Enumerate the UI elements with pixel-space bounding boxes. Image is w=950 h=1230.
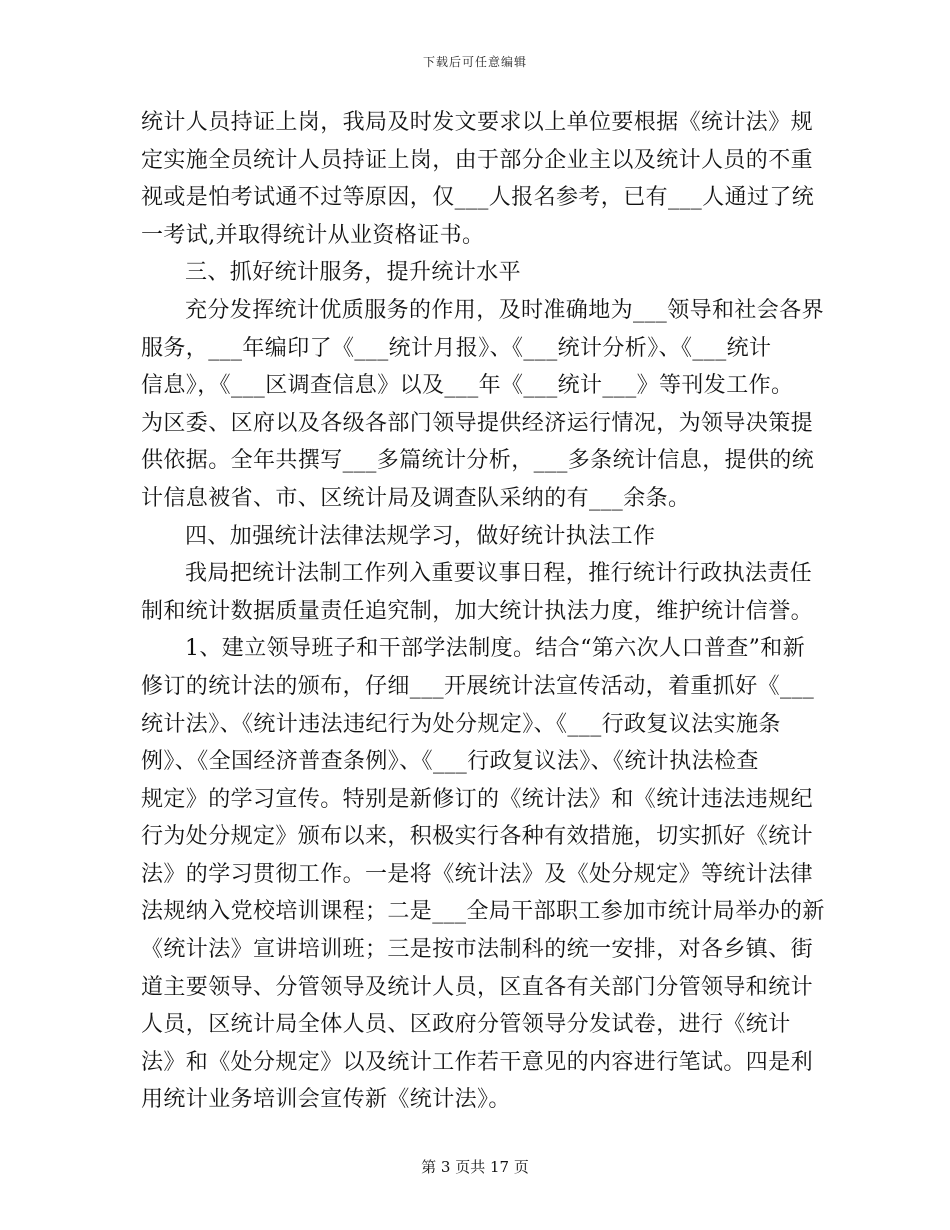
- section-heading: 三、抓好统计服务，提升统计水平: [185, 260, 522, 286]
- paragraph-start: 充分发挥统计优质服务的作用，及时准确地为___领导和社会各界: [185, 297, 825, 323]
- body-line: 为区委、区府以及各级各部门领导提供经济运行情况，为领导决策提: [141, 410, 814, 436]
- paragraph-start: 1、建立领导班子和干部学法制度。结合“第六次人口普查”和新: [185, 636, 806, 662]
- body-line: 定实施全员统计人员持证上岗，由于部分企业主以及统计人员的不重: [141, 147, 814, 173]
- body-line: 法》和《处分规定》以及统计工作若干意见的内容进行笔试。四是利: [141, 1049, 814, 1075]
- body-line: 信息》，《___区调查信息》以及___年《___统计___》等刊发工作。: [141, 373, 794, 399]
- body-line: 修订的统计法的颁布，仔细___开展统计法宣传活动，着重抓好《___: [141, 673, 815, 699]
- body-line: 用统计业务培训会宣传新《统计法》。: [141, 1087, 511, 1113]
- body-line: 视或是怕考试通不过等原因，仅___人报名参考，已有___人通过了统: [141, 185, 815, 211]
- page-number: 第 3 页共 17 页: [421, 1158, 529, 1176]
- page-header: 下载后可任意编辑: [422, 55, 527, 69]
- body-line: 人员，区统计局全体人员、区政府分管领导分发试卷，进行《统计: [141, 1012, 791, 1038]
- body-line: 行为处分规定》颁布以来，积极实行各种有效措施，切实抓好《统计: [141, 824, 814, 850]
- body-line: 统计人员持证上岗，我局及时发文要求以上单位要根据《统计法》规: [141, 110, 814, 135]
- body-line: 例》、《全国经济普查条例》、《___行政复议法》、《统计执法检查: [141, 749, 759, 775]
- body-line: 《统计法》宣讲培训班；三是按市法制科的统一安排，对各乡镇、街: [141, 937, 814, 963]
- document-body: [141, 104, 825, 1119]
- body-line: 法规纳入党校培训课程；二是___全局干部职工参加市统计局举办的新: [141, 899, 825, 925]
- body-line: 法》的学习贯彻工作。一是将《统计法》及《处分规定》等统计法律: [141, 861, 814, 887]
- paragraph-start: 我局把统计法制工作列入重要议事日程，推行统计行政执法责任: [185, 561, 813, 587]
- body-line: 一考试,并取得统计从业资格证书。: [141, 222, 485, 248]
- body-line: 道主要领导、分管领导及统计人员，区直各有关部门分管领导和统计: [141, 974, 814, 1000]
- body-line: 供依据。全年共撰写___多篇统计分析，___多条统计信息，提供的统: [141, 448, 815, 474]
- body-line: 制和统计数据质量责任追究制，加大统计执法力度，维护统计信誉。: [141, 598, 814, 624]
- section-heading: 四、加强统计法律法规学习，做好统计执法工作: [185, 523, 656, 549]
- body-line: 服务，___年编印了《___统计月报》、《___统计分析》、《___统计: [141, 335, 772, 361]
- body-line: 规定》的学习宣传。特别是新修订的《统计法》和《统计违法违规纪: [141, 786, 814, 812]
- body-line: 计信息被省、市、区统计局及调查队采纳的有___余条。: [141, 485, 691, 511]
- body-line: 统计法》、《统计违法违纪行为处分规定》、《___行政复议法实施条: [141, 711, 781, 737]
